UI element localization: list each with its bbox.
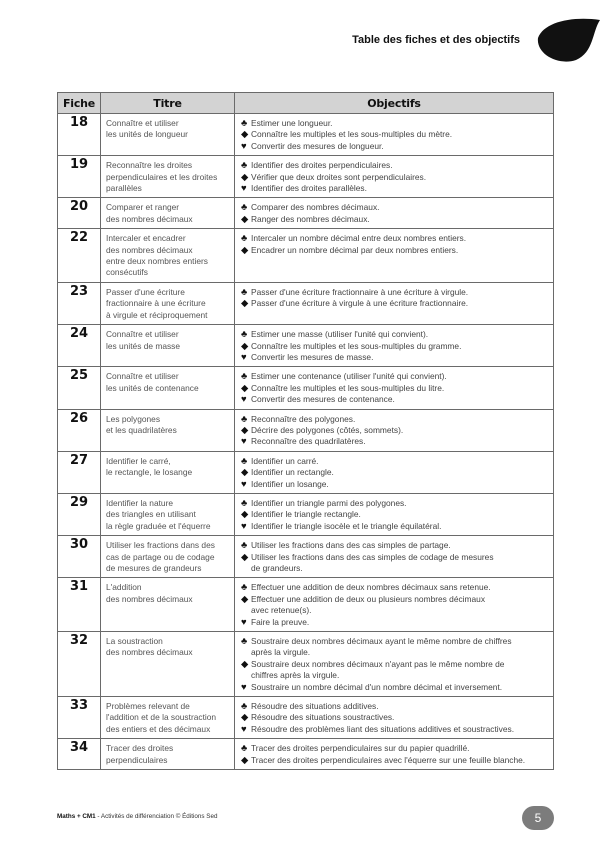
objective-text: Effectuer une addition de deux nombres décimaux sans retenue. <box>251 582 491 593</box>
heart-icon: ♥ <box>241 478 247 490</box>
table-row <box>58 578 554 632</box>
club-icon: ♣ <box>241 286 248 298</box>
fiche-title: Problèmes relevant de l'addition et de la soustraction des entiers et des décimaux <box>101 697 235 739</box>
fiche-objectives <box>235 198 554 229</box>
objective-item <box>241 233 549 244</box>
objective-item <box>241 682 549 693</box>
table-row <box>58 367 554 409</box>
objective-item <box>241 118 549 129</box>
diamond-icon: ◆ <box>241 658 249 670</box>
fiche-title: Comparer et ranger des nombres décimaux <box>101 198 235 229</box>
objective-text: Identifier le triangle rectangle. <box>251 509 361 520</box>
fiche-objectives <box>235 156 554 198</box>
fiche-title: Utiliser les fractions dans des cas de partage ou de codage de mesures de grandeurs <box>101 536 235 578</box>
fiche-objectives <box>235 282 554 324</box>
objective-item <box>241 582 549 593</box>
heart-icon: ♥ <box>241 140 247 152</box>
club-icon: ♣ <box>241 701 248 713</box>
page-header-title: Table des fiches et des objectifs <box>352 34 520 46</box>
fiche-objectives <box>235 739 554 770</box>
objective-item <box>241 329 549 340</box>
objective-text: Résoudre des situations additives. <box>251 701 379 712</box>
table-body <box>58 114 554 770</box>
fiche-objectives <box>235 325 554 367</box>
page-number-badge: 5 <box>522 806 554 830</box>
diamond-icon: ◆ <box>241 712 249 724</box>
objective-text: Convertir les mesures de masse. <box>251 351 374 362</box>
diamond-icon: ◆ <box>241 424 249 436</box>
diamond-icon: ◆ <box>241 754 249 766</box>
objective-text: Reconnaître des polygones. <box>251 413 356 424</box>
objective-text: Résoudre des problèmes liant des situations additives et soustractives. <box>251 723 515 734</box>
objective-text: Identifier un triangle parmi des polygones. <box>251 497 407 508</box>
objective-text: Soustraire un nombre décimal d'un nombre décimal et inversement. <box>251 681 503 692</box>
objective-text: Tracer des droites perpendiculaires sur du papier quadrillé. <box>251 743 470 754</box>
table-row <box>58 451 554 493</box>
club-icon: ♣ <box>241 329 248 341</box>
diamond-icon: ◆ <box>241 298 249 310</box>
objective-text: Convertir des mesures de longueur. <box>251 140 384 151</box>
table-row <box>58 632 554 697</box>
heart-icon: ♥ <box>241 351 247 363</box>
objective-item <box>241 498 549 509</box>
objective-item <box>241 214 549 225</box>
objective-text: Encadrer un nombre décimal par deux nombres entiers. <box>251 244 459 255</box>
objective-item <box>241 701 549 712</box>
objective-text: Faire la preuve. <box>251 616 310 627</box>
diamond-icon: ◆ <box>241 129 249 141</box>
fiche-title: Connaître et utiliser les unités de contenance <box>101 367 235 409</box>
footer-text: - Activités de différenciation © Éditions Sed <box>95 813 218 820</box>
fiche-number: 19 <box>58 156 101 198</box>
objective-text: Identifier le triangle isocèle et le triangle équilatéral. <box>251 520 442 531</box>
objective-text: Identifier des droites parallèles. <box>251 183 367 194</box>
fiche-title: Les polygones et les quadrilatères <box>101 409 235 451</box>
heart-icon: ♥ <box>241 723 247 735</box>
fiche-objectives <box>235 409 554 451</box>
fiche-objectives <box>235 367 554 409</box>
table-row <box>58 493 554 535</box>
fiche-title: Tracer des droites perpendiculaires <box>101 739 235 770</box>
fiche-number: 20 <box>58 198 101 229</box>
fiche-title: La soustraction des nombres décimaux <box>101 632 235 697</box>
fiche-number: 24 <box>58 325 101 367</box>
diamond-icon: ◆ <box>241 213 249 225</box>
objective-text: Connaître les multiples et les sous-multiples du mètre. <box>251 129 453 140</box>
footer-series: Maths + CM1 <box>57 813 96 820</box>
club-icon: ♣ <box>241 118 248 129</box>
objective-text: Effectuer une addition de deux ou plusieurs nombres décimaux avec retenue(s). <box>251 593 486 616</box>
club-icon: ♣ <box>241 371 248 383</box>
objective-item <box>241 371 549 382</box>
diamond-icon: ◆ <box>241 382 249 394</box>
club-icon: ♣ <box>241 582 248 594</box>
objective-item <box>241 383 549 394</box>
club-icon: ♣ <box>241 455 248 467</box>
fiche-number: 30 <box>58 536 101 578</box>
club-icon: ♣ <box>241 202 248 214</box>
fiche-objectives <box>235 493 554 535</box>
club-icon: ♣ <box>241 160 248 172</box>
objective-text: Passer d'une écriture à virgule à une écriture fractionnaire. <box>251 298 469 309</box>
column-header-titre: Titre <box>101 93 235 114</box>
table-row <box>58 282 554 324</box>
objective-item <box>241 245 549 256</box>
fiche-title: Passer d'une écriture fractionnaire à une écriture à virgule et réciproquement <box>101 282 235 324</box>
objective-text: Ranger des nombres décimaux. <box>251 213 370 224</box>
objective-text: Passer d'une écriture fractionnaire à une écriture à virgule. <box>251 286 469 297</box>
fiche-title: Connaître et utiliser les unités de masse <box>101 325 235 367</box>
diamond-icon: ◆ <box>241 551 249 563</box>
objective-item <box>241 414 549 425</box>
fiche-number: 18 <box>58 114 101 156</box>
objective-text: Utiliser les fractions dans des cas simples de partage. <box>251 540 451 551</box>
objective-text: Identifier des droites perpendiculaires. <box>251 160 393 171</box>
table-row <box>58 697 554 739</box>
fiche-objectives <box>235 632 554 697</box>
objective-text: Identifier un rectangle. <box>251 467 334 478</box>
heart-icon: ♥ <box>241 394 247 406</box>
objective-item <box>241 712 549 723</box>
objective-item <box>241 724 549 735</box>
club-icon: ♣ <box>241 497 248 509</box>
fiche-title: Identifier le carré, le rectangle, le losange <box>101 451 235 493</box>
objective-item <box>241 552 549 575</box>
table-row <box>58 114 554 156</box>
objective-item <box>241 436 549 447</box>
fiche-number: 34 <box>58 739 101 770</box>
diamond-icon: ◆ <box>241 593 249 605</box>
objective-item <box>241 172 549 183</box>
decorative-drop-shape <box>532 16 600 62</box>
objective-item <box>241 509 549 520</box>
column-header-objectifs: Objectifs <box>235 93 554 114</box>
table-row <box>58 198 554 229</box>
heart-icon: ♥ <box>241 616 247 628</box>
fiche-objectives <box>235 451 554 493</box>
objective-text: Identifier un carré. <box>251 455 319 466</box>
fiche-number: 27 <box>58 451 101 493</box>
table-row <box>58 156 554 198</box>
objective-item <box>241 141 549 152</box>
objective-text: Estimer une masse (utiliser l'unité qui convient). <box>251 329 429 340</box>
fiche-number: 32 <box>58 632 101 697</box>
fiche-title: L'addition des nombres décimaux <box>101 578 235 632</box>
objective-text: Identifier un losange. <box>251 478 329 489</box>
heart-icon: ♥ <box>241 681 247 693</box>
objective-item <box>241 659 549 682</box>
diamond-icon: ◆ <box>241 244 249 256</box>
table-header-row <box>58 93 554 114</box>
objective-item <box>241 456 549 467</box>
fiche-number: 29 <box>58 493 101 535</box>
objective-item <box>241 594 549 617</box>
objective-item <box>241 636 549 659</box>
fiche-number: 33 <box>58 697 101 739</box>
club-icon: ♣ <box>241 540 248 552</box>
objective-text: Convertir des mesures de contenance. <box>251 394 395 405</box>
objective-item <box>241 425 549 436</box>
fiche-number: 23 <box>58 282 101 324</box>
objective-text: Tracer des droites perpendiculaires avec l'équerre sur une feuille blanche. <box>251 754 526 765</box>
objective-item <box>241 202 549 213</box>
objective-text: Connaître les multiples et les sous-multiples du gramme. <box>251 340 462 351</box>
fiche-title: Intercaler et encadrer des nombres décimaux entre deux nombres entiers consécutifs <box>101 229 235 283</box>
objective-text: Intercaler un nombre décimal entre deux nombres entiers. <box>251 233 467 244</box>
objective-item <box>241 298 549 309</box>
fiche-objectives <box>235 697 554 739</box>
fiche-number: 25 <box>58 367 101 409</box>
objective-item <box>241 540 549 551</box>
fiche-objectives <box>235 536 554 578</box>
objective-text: Résoudre des situations soustractives. <box>251 712 395 723</box>
table-row <box>58 536 554 578</box>
diamond-icon: ◆ <box>241 340 249 352</box>
table-row <box>58 229 554 283</box>
club-icon: ♣ <box>241 636 248 648</box>
objective-item <box>241 183 549 194</box>
objectives-table <box>57 92 554 770</box>
club-icon: ♣ <box>241 743 248 755</box>
diamond-icon: ◆ <box>241 171 249 183</box>
heart-icon: ♥ <box>241 520 247 532</box>
club-icon: ♣ <box>241 233 248 245</box>
column-header-fiche: Fiche <box>58 93 101 114</box>
objective-text: Décrire des polygones (côtés, sommets). <box>251 424 404 435</box>
objective-item <box>241 617 549 628</box>
fiche-title: Connaître et utiliser les unités de longueur <box>101 114 235 156</box>
objective-text: Comparer des nombres décimaux. <box>251 202 380 213</box>
table-row <box>58 739 554 770</box>
objective-text: Estimer une longueur. <box>251 118 333 128</box>
fiche-number: 31 <box>58 578 101 632</box>
objective-text: Vérifier que deux droites sont perpendiculaires. <box>251 171 427 182</box>
objective-item <box>241 755 549 766</box>
objective-item <box>241 479 549 490</box>
club-icon: ♣ <box>241 413 248 425</box>
diamond-icon: ◆ <box>241 509 249 521</box>
objective-text: Reconnaître des quadrilatères. <box>251 436 366 447</box>
objective-item <box>241 160 549 171</box>
fiche-title: Reconnaître les droites perpendiculaires et les droites parallèles <box>101 156 235 198</box>
objective-item <box>241 129 549 140</box>
fiche-objectives <box>235 114 554 156</box>
table-row <box>58 409 554 451</box>
objective-item <box>241 341 549 352</box>
fiche-number: 22 <box>58 229 101 283</box>
objective-item <box>241 521 549 532</box>
fiche-number: 26 <box>58 409 101 451</box>
objective-text: Connaître les multiples et les sous-multiples du litre. <box>251 382 445 393</box>
objective-item <box>241 743 549 754</box>
objective-item <box>241 467 549 478</box>
table-row <box>58 325 554 367</box>
objective-text: Estimer une contenance (utiliser l'unité qui convient). <box>251 371 447 382</box>
objective-text: Soustraire deux nombres décimaux n'ayant pas le même nombre de chiffres après la virgule. <box>251 658 505 681</box>
fiche-objectives <box>235 578 554 632</box>
objective-item <box>241 287 549 298</box>
objective-text: Utiliser les fractions dans des cas simples de codage de mesures de grandeurs. <box>251 551 494 573</box>
heart-icon: ♥ <box>241 183 247 195</box>
fiche-title: Identifier la nature des triangles en utilisant la règle graduée et l'équerre <box>101 493 235 535</box>
footer-credits <box>57 813 217 820</box>
heart-icon: ♥ <box>241 436 247 448</box>
diamond-icon: ◆ <box>241 467 249 479</box>
objective-item <box>241 352 549 363</box>
fiche-objectives <box>235 229 554 283</box>
objective-text: Soustraire deux nombres décimaux ayant le même nombre de chiffres après la virgule. <box>251 636 512 658</box>
objective-item <box>241 394 549 405</box>
